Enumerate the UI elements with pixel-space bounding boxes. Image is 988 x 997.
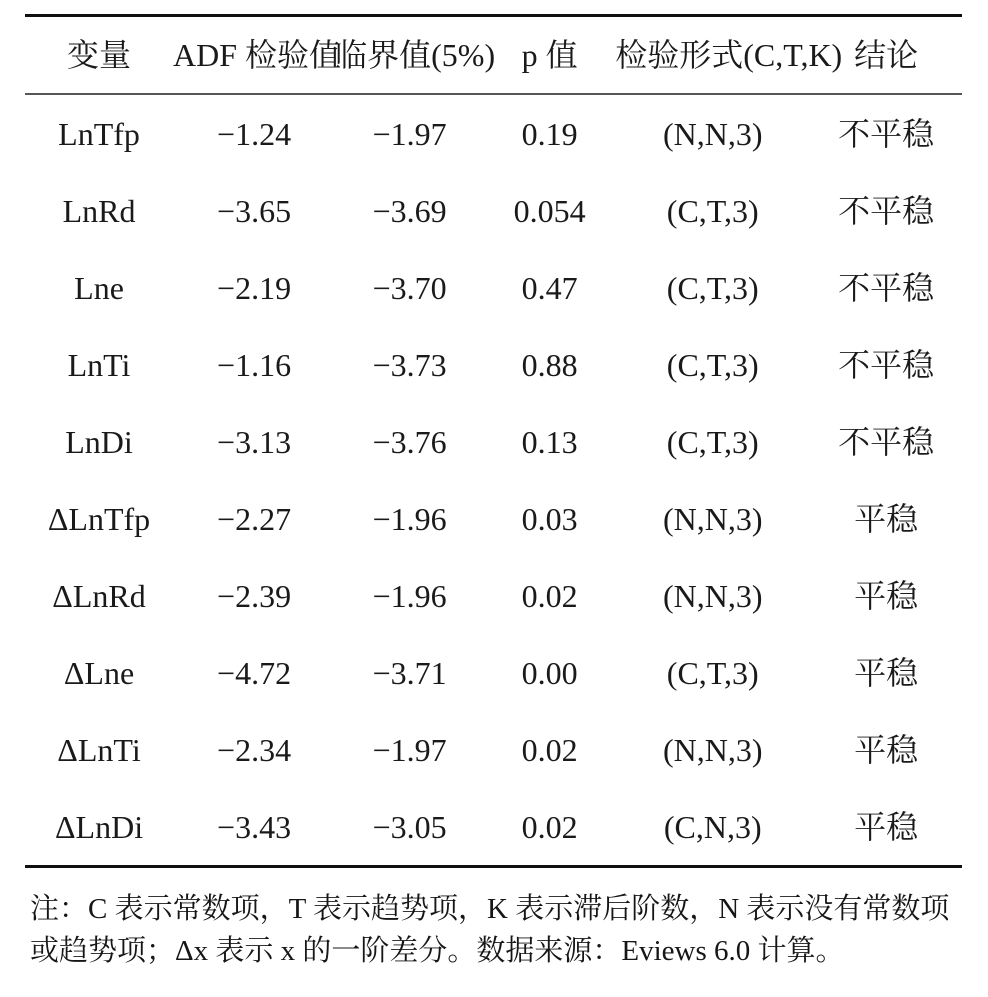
- cell-test-form: (C,N,3): [663, 808, 762, 845]
- cell-p-value: 0.13: [521, 423, 578, 460]
- cell-test-form: (N,N,3): [662, 577, 763, 614]
- cell-variable: ΔLnRd: [52, 577, 146, 614]
- column-header-p-value: p 值: [484, 16, 615, 95]
- cell-p-value: 0.054: [513, 192, 586, 229]
- cell-conclusion: 平稳: [854, 808, 919, 845]
- cell-adf-value: −3.65: [217, 192, 292, 229]
- column-header-adf-value: ADF 检验值: [173, 16, 335, 95]
- table-row: [25, 480, 962, 557]
- cell-critical: −3.76: [372, 423, 447, 460]
- table-row: [25, 172, 962, 249]
- cell-conclusion: 平稳: [854, 731, 919, 768]
- cell-p-value: 0.00: [521, 654, 578, 691]
- table-row: [25, 788, 962, 867]
- cell-variable: ΔLnTi: [57, 731, 141, 768]
- cell-test-form: (C,T,3): [666, 654, 759, 691]
- cell-critical: −3.73: [372, 346, 447, 383]
- cell-conclusion: 不平稳: [838, 115, 935, 152]
- cell-variable: LnTi: [67, 346, 131, 383]
- cell-conclusion: 不平稳: [838, 346, 935, 383]
- cell-critical: −1.97: [372, 731, 447, 768]
- adf-test-results-table: [25, 14, 962, 868]
- cell-p-value: 0.88: [521, 346, 578, 383]
- cell-p-value: 0.03: [521, 500, 578, 537]
- cell-adf-value: −1.24: [217, 115, 292, 152]
- cell-adf-value: −3.13: [217, 423, 292, 460]
- column-header-test-form: 检验形式(C,T,K): [615, 16, 810, 95]
- cell-conclusion: 平稳: [854, 654, 919, 691]
- cell-variable: LnRd: [62, 192, 136, 229]
- cell-p-value: 0.02: [521, 731, 578, 768]
- cell-p-value: 0.02: [521, 577, 578, 614]
- cell-p-value: 0.02: [521, 808, 578, 845]
- cell-critical: −3.05: [372, 808, 447, 845]
- cell-test-form: (C,T,3): [666, 423, 759, 460]
- table-footnote: 注：C 表示常数项，T 表示趋势项，K 表示滞后阶数，N 表示没有常数项或趋势项；Δx 表示 x 的一阶差分。数据来源：Eviews 6.0 计算。: [30, 893, 950, 967]
- column-header-variable: 变量: [25, 16, 173, 95]
- cell-adf-value: −3.43: [217, 808, 292, 845]
- cell-adf-value: −4.72: [217, 654, 292, 691]
- cell-adf-value: −2.39: [217, 577, 292, 614]
- table-row: [25, 557, 962, 634]
- cell-p-value: 0.19: [521, 115, 578, 152]
- cell-conclusion: 平稳: [854, 577, 919, 614]
- cell-variable: ΔLnTfp: [47, 500, 151, 537]
- cell-adf-value: −1.16: [217, 346, 292, 383]
- cell-conclusion: 不平稳: [838, 192, 935, 229]
- table-header-row: [25, 16, 962, 95]
- cell-test-form: (C,T,3): [666, 269, 759, 306]
- column-header-conclusion: 结论: [810, 16, 962, 95]
- cell-critical: −1.96: [372, 577, 447, 614]
- cell-adf-value: −2.27: [217, 500, 292, 537]
- cell-critical: −1.97: [372, 115, 447, 152]
- cell-test-form: (N,N,3): [662, 500, 763, 537]
- cell-variable: ΔLnDi: [54, 808, 144, 845]
- cell-test-form: (N,N,3): [662, 731, 763, 768]
- cell-variable: Lne: [74, 269, 124, 306]
- cell-test-form: (N,N,3): [662, 115, 763, 152]
- paper-table-region: [25, 14, 962, 972]
- cell-variable: ΔLne: [63, 654, 135, 691]
- cell-adf-value: −2.34: [217, 731, 292, 768]
- table-row: [25, 634, 962, 711]
- cell-critical: −3.71: [372, 654, 447, 691]
- cell-critical: −1.96: [372, 500, 447, 537]
- table-row: [25, 403, 962, 480]
- table-row: [25, 326, 962, 403]
- table-row: [25, 249, 962, 326]
- table-row: [25, 711, 962, 788]
- cell-test-form: (C,T,3): [666, 346, 759, 383]
- table-row: [25, 94, 962, 172]
- cell-variable: LnTfp: [58, 115, 140, 152]
- cell-conclusion: 不平稳: [838, 269, 935, 306]
- cell-variable: LnDi: [65, 423, 133, 460]
- cell-conclusion: 平稳: [854, 500, 919, 537]
- cell-critical: −3.69: [372, 192, 447, 229]
- cell-critical: −3.70: [372, 269, 447, 306]
- cell-p-value: 0.47: [521, 269, 578, 306]
- cell-conclusion: 不平稳: [838, 423, 935, 460]
- column-header-critical: 临界值(5%): [335, 16, 484, 95]
- cell-test-form: (C,T,3): [666, 192, 759, 229]
- cell-adf-value: −2.19: [217, 269, 292, 306]
